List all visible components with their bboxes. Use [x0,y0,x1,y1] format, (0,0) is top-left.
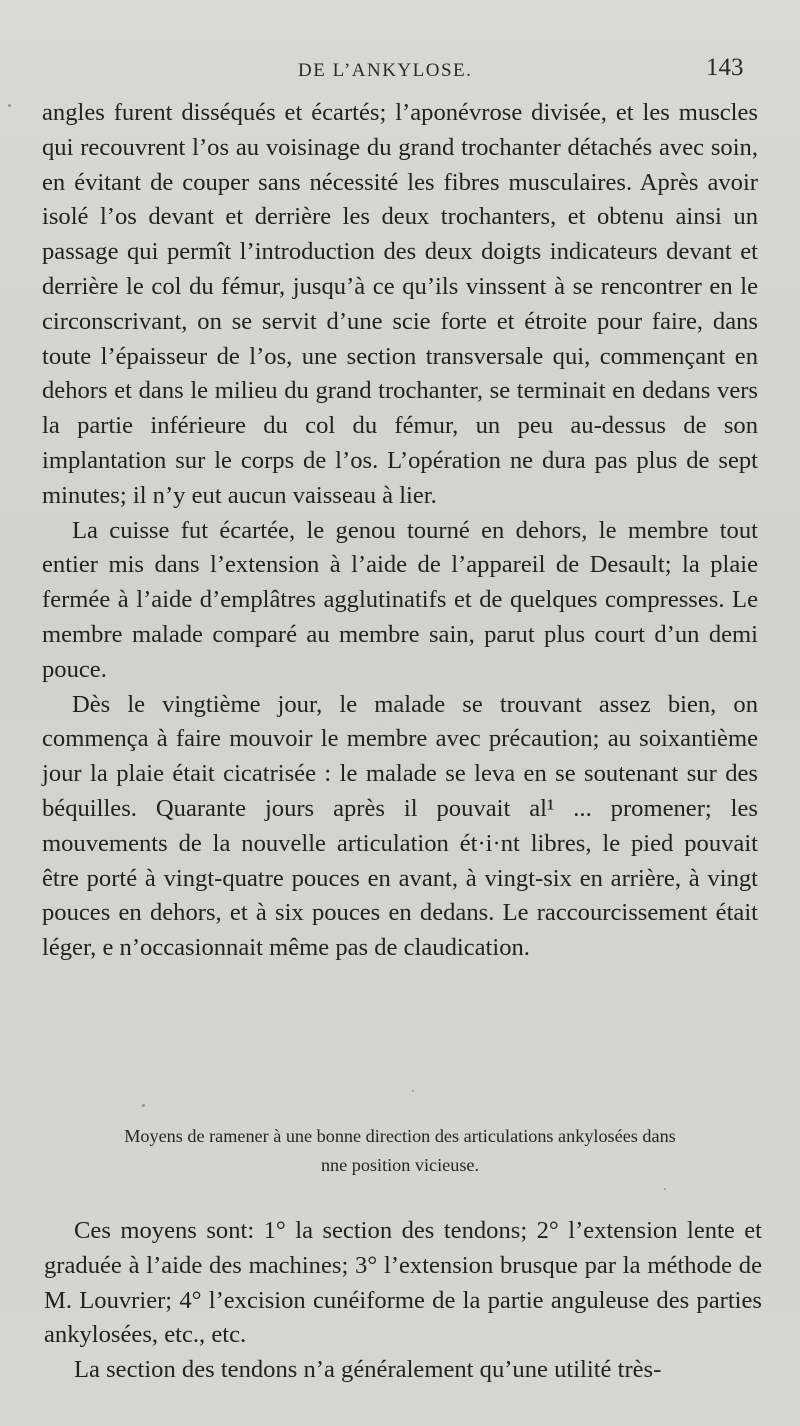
section-heading-line: nne position vicieuse. [320,1155,480,1175]
page-number: 143 [706,54,744,81]
running-title: DE L’ANKYLOSE. [298,60,473,81]
paper-speck [142,1104,145,1107]
main-text-block [42,96,758,966]
paragraph-truncated: La section des tendons n’a généralement qu’une utilité très- [74,1356,662,1384]
paragraph-continued: angles furent disséqués et écartés; l’aponévrose divisée, et les muscles qui recouvrent l’os au voisinage du grand trochanter détachés avec soin, en évitant de couper sans nécessité les fibres musculaires. Après avoir isolé l’os devant et derrière les deux trochanters, et obtenu ainsi un passage qui permît l’introduction des deux doigts indicateurs devant et derrière le col du fémur, jusqu’à ce qu’ils vinssent à se rencontrer en le circonscrivant, on se servit d’une scie forte et étroite pour faire, dans toute l’épaisseur de l’os, une section transversale qui, commençant en dehors et dans le milieu du grand trochanter, se terminait en dedans vers la partie inférieure du col du fémur, un peu au-dessus de son implantation sur le corps de l’os. L’opération ne dura pas plus de sept minutes; il n’y eut aucun vaisseau à lier. [42,99,758,509]
paragraph: La cuisse fut écartée, le genou tourné en dehors, le membre tout entier mis dans l’extension à l’aide de l’appareil de Desault; la plaie fermée à l’aide d’emplâtres agglutinatifs et de quelques compresses. Le membre malade comparé au membre sain, parut plus court d’un demi pouce. [42,516,758,683]
paper-speck [412,1090,414,1092]
page-header [0,52,800,86]
paper-speck [664,1188,666,1190]
paper-speck [8,104,11,107]
paragraph: Ces moyens sont: 1° la section des tendons; 2° l’extension lente et graduée à l’aide des machines; 3° l’extension brusque par la méthode de M. Louvrier; 4° l’excision cunéiforme de la partie anguleuse des parties ankylosées, etc., etc. [44,1217,762,1349]
paragraph: Dès le vingtième jour, le malade se trouvant assez bien, on commença à faire mouvoir le membre avec précaution; au soixantième jour la plaie était cicatrisée : le malade se leva en se soutenant sur des béquilles. Quarante jours après il pouvait al¹ ... promener; les mouvements de la nouvelle articulation ét·i·nt libres, le pied pouvait être porté à vingt-quatre pouces en avant, à vingt-six en arrière, à vingt pouces en dehors, et à six pouces en dedans. Le raccourcissement était léger, e n’occasionnait même pas de claudication. [42,690,758,962]
second-text-block [44,1214,762,1388]
section-heading [40,1122,760,1180]
section-heading-line: Moyens de ramener à une bonne direction des articulations ankylosées dans [124,1126,676,1146]
